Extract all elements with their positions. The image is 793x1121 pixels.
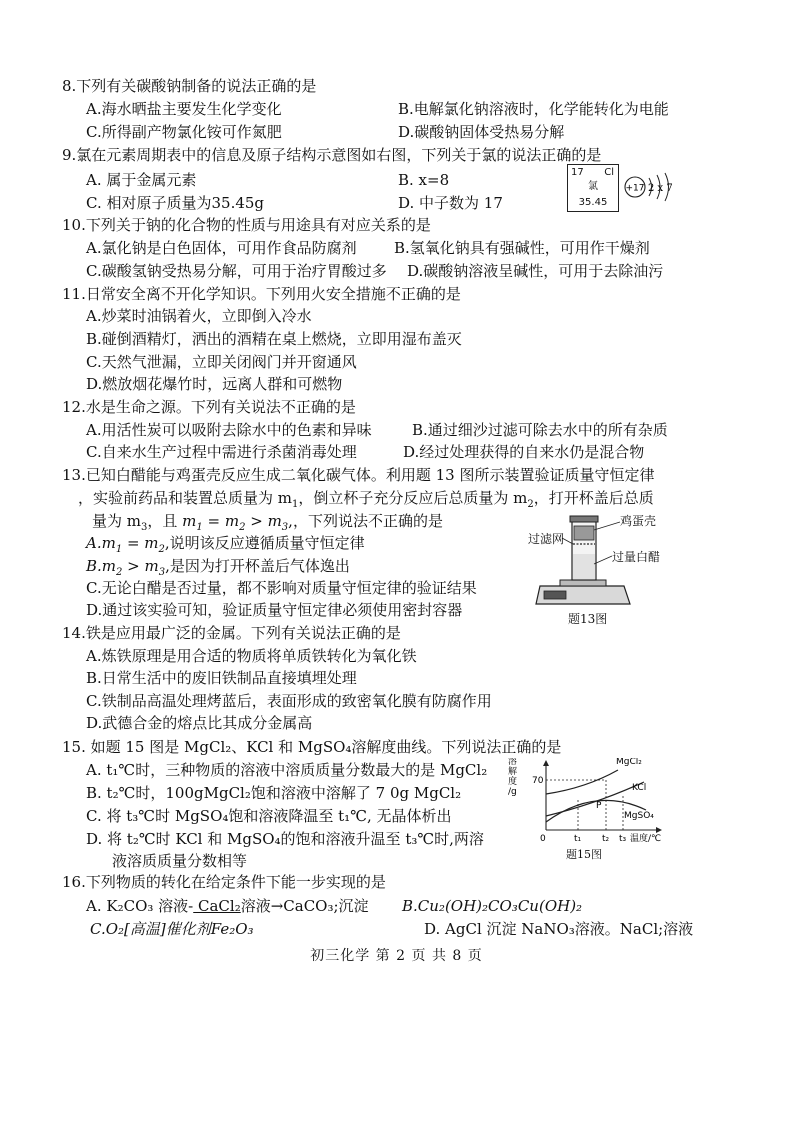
- q8-option-c: C.所得副产物氯化铵可作氮肥: [86, 123, 282, 141]
- q12-option-d: D.经过处理获得的自来水仍是混合物: [403, 443, 645, 461]
- q13-stem-line1: 13.已知白醋能与鸡蛋壳反应生成二氧化碳气体。利用题 13 图所示装置验证质量守恒定律: [62, 466, 655, 484]
- q10-option-d: D.碳酸钠溶液呈碱性，可用于去除油污: [407, 262, 664, 280]
- q15-option-c: C. 将 t₃℃时 MgSO₄饱和溶液降温至 t₁℃, 无晶体析出: [86, 807, 452, 825]
- page-footer: 初三化学 第 2 页 共 8 页: [310, 948, 483, 964]
- fig15-kcl-label: KCl: [632, 783, 647, 793]
- subscript: 1: [115, 544, 123, 555]
- q16-option-b: B.Cu₂(OH)₂CO₃Cu(OH)₂: [402, 897, 583, 915]
- fig13-label-eggshell: 鸡蛋壳: [620, 514, 657, 528]
- fig15-ylabel-3: 度: [508, 777, 518, 787]
- q16-text: 溶液-: [153, 897, 194, 915]
- fig15-mgcl2-label: MgCl₂: [616, 758, 642, 767]
- q11-option-a: A.炒菜时油锅着火，立即倒入冷水: [86, 307, 312, 325]
- fig15-origin: 0: [540, 834, 546, 844]
- q13-stem-line2: [78, 488, 654, 508]
- mgcl2-curve: [546, 770, 618, 794]
- q11-option-b: B.碰倒酒精灯，洒出的酒精在桌上燃烧，立即用湿布盖灭: [86, 330, 462, 348]
- solubility-curve-figure: [506, 758, 666, 850]
- q13-text: > m: [122, 557, 159, 575]
- q9-stem: 9.氯在元素周期表中的信息及原子结构示意图如右图，下列关于氯的说法正确的是: [62, 146, 602, 164]
- subscript: 2: [527, 499, 534, 510]
- q13-text: ，倒立杯子充分反应后总质量为 m: [298, 489, 528, 507]
- subscript: 3: [281, 522, 289, 533]
- fig15-y70: 70: [532, 776, 544, 786]
- fig13-caption: 题13图: [568, 612, 608, 626]
- subscript: 1: [196, 522, 203, 533]
- q15-option-b: B. t₂℃时，100gMgCl₂饱和溶液中溶解了 7 0g MgCl₂: [86, 784, 462, 802]
- q13-text: ，实验前药品和装置总质量为 m: [78, 489, 292, 507]
- q13-text: ，且: [147, 512, 183, 530]
- subscript: 3: [141, 522, 148, 533]
- q10-option-b: B.氢氧化钠具有强碱性，可用作干燥剂: [394, 239, 650, 257]
- chlorine-atom-structure-diagram: [624, 170, 674, 204]
- fig15-mgso4-label: MgSO₄: [624, 811, 654, 821]
- q16-text: 溶液→CaCO₃;沉淀: [240, 897, 369, 915]
- subscript: 2: [116, 567, 123, 578]
- q13-text: ,，下列说法不正确的是: [288, 512, 443, 530]
- q12-stem: 12.水是生命之源。下列有关说法不正确的是: [62, 398, 356, 416]
- q13-text: ,说明该反应遵循质量守恒定律: [164, 534, 365, 552]
- q12-option-b: B.通过细沙过滤可除去水中的所有杂质: [412, 421, 668, 439]
- element-name: 氯: [588, 181, 598, 192]
- subscript: 2: [158, 544, 165, 555]
- q11-stem: 11.日常安全离不开化学知识。下列用火安全措施不正确的是: [62, 285, 461, 303]
- q11-option-d: D.燃放烟花爆竹时，远离人群和可燃物: [86, 375, 343, 393]
- fig15-ylabel-1: 溶: [508, 758, 518, 767]
- q10-option-c: C.碳酸氢钠受热易分解，可用于治疗胃酸过多: [86, 262, 387, 280]
- q15-option-d-line2: 液溶质质量分数相等: [112, 852, 248, 870]
- q8-option-d: D.碳酸钠固体受热易分解: [398, 123, 565, 141]
- q9-option-a: A. 属于金属元素: [86, 171, 197, 189]
- fig15-t3: t₃: [619, 834, 627, 844]
- q14-option-b: B.日常生活中的废旧铁制品直接填埋处理: [86, 669, 357, 687]
- q8-option-a: A.海水晒盐主要发生化学变化: [86, 100, 282, 118]
- q13-text: = m: [122, 534, 159, 552]
- fig15-point-p: P: [596, 801, 602, 811]
- atomic-mass: 35.45: [578, 197, 608, 208]
- fig15-t1: t₁: [574, 834, 582, 844]
- atom-shells: 2 x 7: [648, 183, 673, 194]
- q15-option-d-line1: D. 将 t₂℃时 KCl 和 MgSO₄的饱和溶液升温至 t₃℃时,两溶: [86, 830, 484, 848]
- q14-option-c: C.铁制品高温处理烤蓝后，表面形成的致密氧化膜有防腐作用: [86, 692, 492, 710]
- q13-option-d: D.通过该实验可知，验证质量守恒定律必须使用密封容器: [86, 601, 463, 619]
- q15-option-a: A. t₁℃时，三种物质的溶液中溶质质量分数最大的是 MgCl₂: [86, 761, 488, 779]
- q13-text: 量为 m: [92, 512, 141, 530]
- q16-stem: 16.下列物质的转化在给定条件下能一步实现的是: [62, 873, 386, 891]
- fig13-label-filter: 过滤网: [528, 532, 565, 546]
- q11-option-c: C.天然气泄漏，立即关闭阀门并开窗通风: [86, 353, 357, 371]
- chlorine-periodic-box: [567, 164, 619, 212]
- q10-stem: 10.下列关于钠的化合物的性质与用途具有对应关系的是: [62, 216, 431, 234]
- q13-text: ，打开杯盖后总质: [533, 489, 654, 507]
- q9-option-d: D. 中子数为 17: [398, 194, 503, 212]
- fig13-label-vinegar: 过量白醋: [612, 550, 661, 564]
- q16-option-c: C.O₂[高温]催化剂Fe₂O₃: [90, 920, 254, 938]
- element-symbol: Cl: [604, 167, 614, 178]
- fig15-caption: 题15图: [566, 848, 602, 861]
- fig15-ylabel-2: 解: [508, 767, 518, 777]
- q14-option-a: A.炼铁原理是用合适的物质将单质铁转化为氧化铁: [86, 647, 417, 665]
- q14-stem: 14.铁是应用最广泛的金属。下列有关说法正确的是: [62, 624, 401, 642]
- q13-option-c: C.无论白醋是否过量，都不影响对质量守恒定律的验证结果: [86, 579, 477, 597]
- q12-option-c: C.自来水生产过程中需进行杀菌消毒处理: [86, 443, 357, 461]
- q12-option-a: A.用活性炭可以吸附去除水中的色素和异味: [86, 421, 372, 439]
- q13-stem-line3: [92, 511, 443, 531]
- q13-text: > m: [245, 512, 282, 530]
- q14-option-d: D.武德合金的熔点比其成分金属高: [86, 714, 313, 732]
- q16-option-a: [86, 896, 369, 916]
- q16-text: A. K₂CO₃: [86, 897, 154, 915]
- subscript: 3: [158, 567, 166, 578]
- q13-text: B.m: [86, 557, 117, 575]
- fig15-xlabel: 温度/℃: [630, 834, 662, 844]
- subscript: 1: [292, 499, 299, 510]
- q13-option-b: [86, 556, 350, 576]
- q16-option-d: D. AgCl 沉淀 NaNO₃溶液。NaCl;溶液: [424, 920, 694, 938]
- q13-text: m: [182, 512, 197, 530]
- subscript: 2: [239, 522, 246, 533]
- q13-text: ,是因为打开杯盖后气体逸出: [165, 557, 350, 575]
- fig15-ylabel-4: /g: [508, 787, 517, 797]
- q9-option-b: B. x=8: [398, 171, 450, 189]
- fig15-t2: t₂: [602, 834, 610, 844]
- q9-option-c: C. 相对原子质量为35.45g: [86, 194, 265, 212]
- q8-stem: 8.下列有关碳酸钠制备的说法正确的是: [62, 77, 317, 95]
- q13-figure: [528, 512, 672, 630]
- q8-option-b: B.电解氯化钠溶液时，化学能转化为电能: [398, 100, 669, 118]
- q13-text: = m: [202, 512, 240, 530]
- q16-text: CaCl₂: [193, 897, 241, 915]
- q15-stem: 15. 如题 15 图是 MgCl₂、KCl 和 MgSO₄溶解度曲线。下列说法正确的是: [62, 738, 562, 756]
- q10-option-a: A.氯化钠是白色固体，可用作食品防腐剂: [86, 239, 357, 257]
- atomic-number: 17: [571, 167, 584, 178]
- q13-text: A.m: [86, 534, 116, 552]
- atom-nucleus: +17: [625, 183, 645, 194]
- q13-option-a: [86, 533, 365, 553]
